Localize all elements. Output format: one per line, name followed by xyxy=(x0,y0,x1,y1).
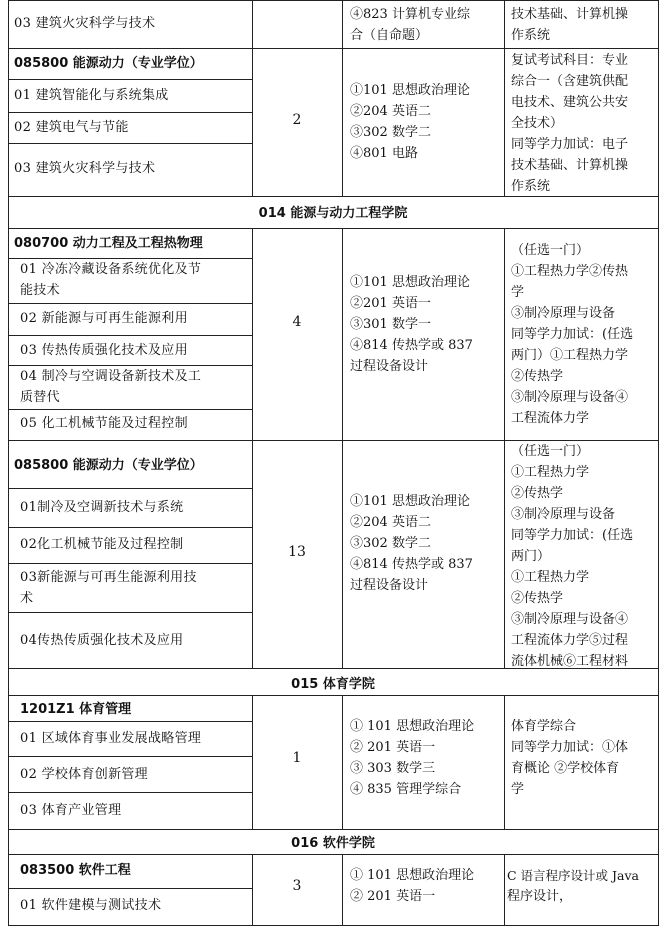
direction-item xyxy=(20,259,250,301)
enrollment-count: 2 xyxy=(292,112,302,128)
program-title: 085800 能源动力（专业学位） xyxy=(14,56,203,71)
dir-rule xyxy=(8,527,252,528)
notes-line: 工程流体力学 xyxy=(511,411,590,426)
exam-subjects xyxy=(350,865,502,907)
notes-line: 复试考试科目：专业 xyxy=(511,53,629,68)
notes-line: 流体机械⑥工程材料 xyxy=(511,654,629,669)
enrollment-count: 3 xyxy=(292,878,302,894)
notes-line: ③制冷原理与设备 xyxy=(511,306,616,321)
dir-rule xyxy=(8,335,252,336)
direction-item: 03 体育产业管理 xyxy=(20,803,122,818)
notes-line: ②传热学 xyxy=(511,369,564,384)
notes-line: 作系统 xyxy=(511,28,551,43)
exam-line: ③301 数学一 xyxy=(350,317,431,332)
notes xyxy=(507,865,659,907)
col-rule xyxy=(252,228,253,668)
exam-line: 合（自命题） xyxy=(350,28,429,43)
dir-rule xyxy=(8,143,252,144)
col-rule xyxy=(252,0,253,196)
notes-line: 工程流体力学⑤过程 xyxy=(511,633,629,648)
direction-line: 术 xyxy=(20,591,34,606)
direction-item: 01 建筑智能化与系统集成 xyxy=(14,88,169,103)
exam-line: ③ 303 数学三 xyxy=(350,761,436,776)
direction-item: 02化工机械节能及过程控制 xyxy=(20,537,184,552)
notes-line: 两门）①工程热力学 xyxy=(511,348,629,363)
exam-line: ③302 数学二 xyxy=(350,536,431,551)
program-title: 083500 软件工程 xyxy=(20,863,131,878)
program-title: 085800 能源动力（专业学位） xyxy=(14,458,203,473)
notes xyxy=(511,441,656,672)
col-rule xyxy=(504,228,505,668)
notes xyxy=(511,240,656,429)
dir-rule xyxy=(8,112,252,113)
col-rule xyxy=(504,854,505,926)
notes-line: ③制冷原理与设备④ xyxy=(511,612,629,627)
notes-line: ③制冷原理与设备 xyxy=(511,507,616,522)
notes-line: 综合一（含建筑供配 xyxy=(511,74,629,89)
col-rule xyxy=(342,0,343,196)
notes-line: 学 xyxy=(511,782,525,797)
section-heading: 015 体育学院 xyxy=(291,677,375,692)
notes-line: 同等学力加试：电子 xyxy=(511,137,629,152)
notes-line: 体育学综合 xyxy=(511,719,577,734)
section-heading: 014 能源与动力工程学院 xyxy=(258,206,408,221)
notes-line: ①工程热力学 xyxy=(511,465,590,480)
col-rule xyxy=(342,228,343,668)
exam-subjects xyxy=(350,491,502,596)
exam-line: ①101 思想政治理论 xyxy=(350,83,470,98)
notes-line: ②传热学 xyxy=(511,591,564,606)
dir-rule xyxy=(8,563,252,564)
dir-rule xyxy=(8,792,252,793)
row-rule xyxy=(8,829,658,830)
dir-rule xyxy=(8,79,252,80)
col-rule xyxy=(342,695,343,829)
direction-item: 03 建筑火灾科学与技术 xyxy=(14,16,156,31)
row-rule xyxy=(8,0,658,1)
notes-line: （任选一门） xyxy=(511,243,590,258)
exam-line: ② 201 英语一 xyxy=(350,740,436,755)
notes-line: 同等学力加试：①体 xyxy=(511,740,629,755)
row-rule xyxy=(8,695,658,696)
notes xyxy=(511,50,656,197)
exam-line: ④814 传热学或 837 xyxy=(350,338,473,353)
notes-line: 两门） xyxy=(511,549,551,564)
exam-line: ② 201 英语一 xyxy=(350,889,436,904)
exam-line: ④ 835 管理学综合 xyxy=(350,782,462,797)
dir-rule xyxy=(8,721,252,722)
exam-line: ②204 英语二 xyxy=(350,515,431,530)
col-rule xyxy=(342,854,343,926)
direction-line: 04 制冷与空调设备新技术及工 xyxy=(20,369,202,384)
direction-item: 01制冷及空调新技术与系统 xyxy=(20,500,184,515)
notes-line: 作系统 xyxy=(511,179,551,194)
dir-rule xyxy=(8,488,252,489)
enrollment-count: 1 xyxy=(292,750,302,766)
section-heading: 016 软件学院 xyxy=(291,836,375,851)
direction-item: 04传热传质强化技术及应用 xyxy=(20,633,184,648)
exam-line: ④823 计算机专业综 xyxy=(350,7,470,22)
notes-line: 学 xyxy=(511,285,525,300)
direction-line: 01 冷冻冷藏设备系统优化及节 xyxy=(20,262,202,277)
dir-rule xyxy=(8,888,252,889)
direction-item: 02 新能源与可再生能源利用 xyxy=(20,311,188,326)
direction-line: 03新能源与可再生能源利用技 xyxy=(20,570,197,585)
exam-line: ④801 电路 xyxy=(350,146,418,161)
direction-item: 01 区域体育事业发展战略管理 xyxy=(20,731,202,746)
notes-line: 程序设计， xyxy=(507,889,573,904)
direction-item: 01 软件建模与测试技术 xyxy=(20,898,162,913)
notes-line: ①工程热力学 xyxy=(511,570,590,585)
enrollment-count: 13 xyxy=(288,544,306,560)
col-rule xyxy=(504,695,505,829)
direction-item xyxy=(20,567,250,609)
dir-rule xyxy=(8,303,252,304)
notes-line: 技术基础、计算机操 xyxy=(511,158,629,173)
direction-item xyxy=(20,366,250,408)
exam-line: 过程设备设计 xyxy=(350,578,429,593)
direction-item: 02 建筑电气与节能 xyxy=(14,120,129,135)
dir-rule xyxy=(8,612,252,613)
exam-subjects xyxy=(350,80,502,164)
dir-rule xyxy=(8,409,252,410)
notes xyxy=(511,716,656,800)
direction-line: 能技术 xyxy=(20,283,60,298)
exam-subjects xyxy=(350,4,502,46)
notes-line: 电技术、建筑公共安 xyxy=(511,95,629,110)
notes-line: 同等学力加试：(任选 xyxy=(511,327,634,342)
exam-line: 过程设备设计 xyxy=(350,359,429,374)
row-rule xyxy=(8,854,658,855)
program-title: 1201Z1 体育管理 xyxy=(20,702,132,717)
direction-item: 05 化工机械节能及过程控制 xyxy=(20,416,188,431)
exam-line: ① 101 思想政治理论 xyxy=(350,719,475,734)
row-rule xyxy=(8,228,658,229)
enrollment-count: 4 xyxy=(292,314,302,330)
exam-subjects xyxy=(350,716,502,800)
notes-line: 同等学力加试：(任选 xyxy=(511,528,634,543)
program-title: 080700 动力工程及工程热物理 xyxy=(14,236,203,251)
notes-line: 全技术） xyxy=(511,116,564,131)
exam-line: ① 101 思想政治理论 xyxy=(350,868,475,883)
direction-line: 质替代 xyxy=(20,390,60,405)
notes-line: C 语言程序设计或 Java xyxy=(507,868,639,883)
exam-line: ③302 数学二 xyxy=(350,125,431,140)
exam-subjects xyxy=(350,272,502,377)
notes xyxy=(511,4,656,46)
exam-line: ①101 思想政治理论 xyxy=(350,494,470,509)
exam-line: ②204 英语二 xyxy=(350,104,431,119)
dir-rule xyxy=(8,756,252,757)
direction-item: 02 学校体育创新管理 xyxy=(20,767,148,782)
notes-line: ①工程热力学②传热 xyxy=(511,264,629,279)
direction-item: 03 传热传质强化技术及应用 xyxy=(20,343,188,358)
table-border xyxy=(658,0,659,926)
table-border xyxy=(8,0,9,926)
notes-line: （任选一门） xyxy=(511,444,590,459)
exam-line: ②201 英语一 xyxy=(350,296,431,311)
exam-line: ④814 传热学或 837 xyxy=(350,557,473,572)
col-rule xyxy=(504,0,505,196)
notes-line: 技术基础、计算机操 xyxy=(511,7,629,22)
row-rule xyxy=(8,48,658,49)
exam-line: ①101 思想政治理论 xyxy=(350,275,470,290)
notes-line: ②传热学 xyxy=(511,486,564,501)
direction-item: 03 建筑火灾科学与技术 xyxy=(14,161,156,176)
notes-line: 育概论 ②学校体育 xyxy=(511,761,620,776)
notes-line: ③制冷原理与设备④ xyxy=(511,390,629,405)
